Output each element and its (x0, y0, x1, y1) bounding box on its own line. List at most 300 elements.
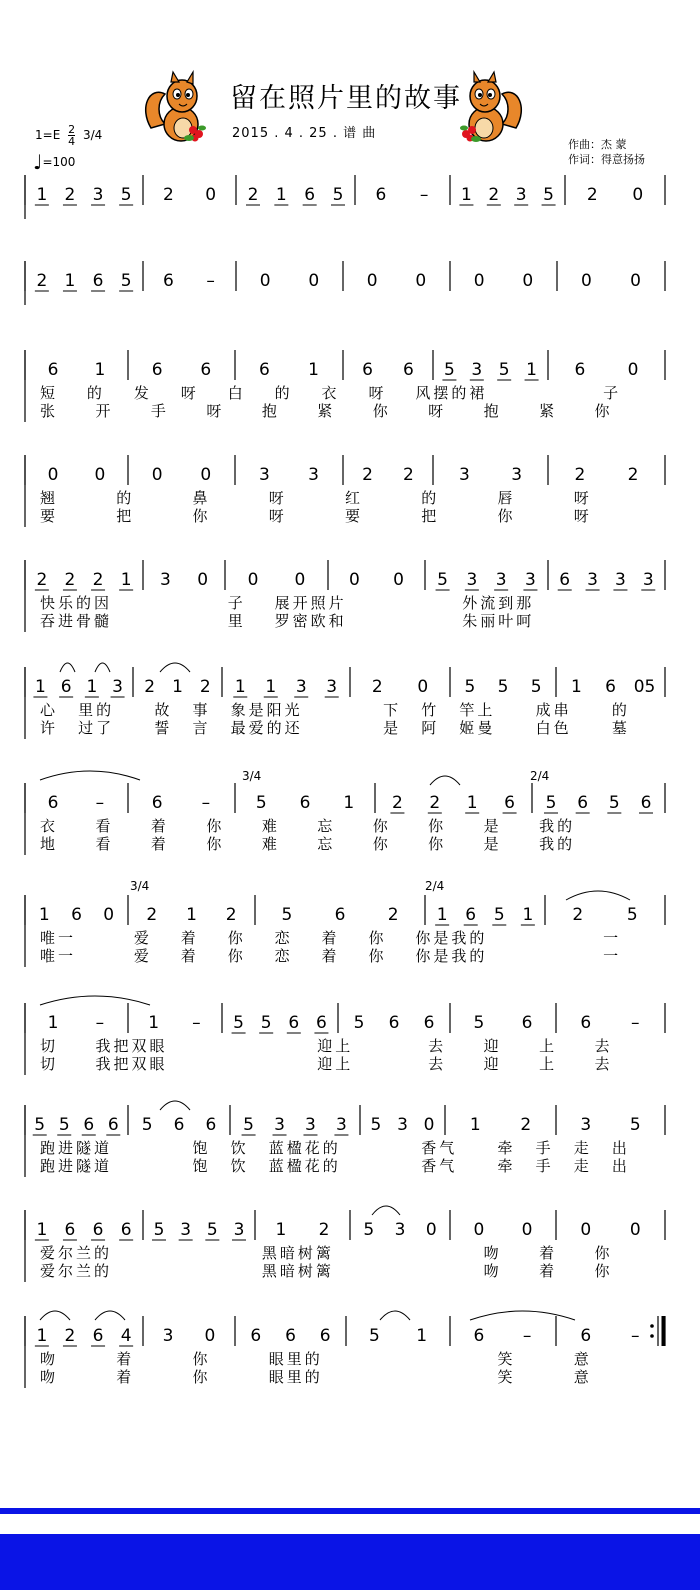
lyric: 誓 (154, 719, 173, 737)
lyric: 吻 (483, 1262, 502, 1280)
note: 6 (83, 1115, 95, 1135)
note: – (95, 1013, 105, 1033)
slur (372, 1206, 400, 1215)
lyric: 一 (603, 929, 622, 947)
note: 5 (530, 677, 542, 697)
note: 0 (627, 360, 639, 380)
note: – (419, 185, 429, 205)
note: 6 (334, 905, 346, 925)
note: 1 (308, 360, 319, 380)
lyric: 你是我的 (415, 947, 488, 965)
note: – (206, 271, 215, 291)
date-line: 2015 . 4 . 25 . 谱 曲 (232, 126, 377, 141)
note: 1 (94, 360, 106, 380)
note: 1 (36, 185, 48, 205)
note: 2 (92, 570, 104, 590)
note: 1 (234, 677, 246, 697)
note: 5 (34, 1115, 46, 1135)
lyric: 你 (368, 947, 387, 965)
song-title: 留在照片里的故事 (230, 83, 462, 114)
lyric: 着 (321, 929, 340, 947)
note: 0 (417, 677, 429, 697)
lyric: 要 (40, 507, 59, 525)
lyric: 你 (497, 507, 516, 525)
lyric: 红 (345, 489, 364, 507)
note: 6 (107, 1115, 119, 1135)
bottom-bar (0, 1508, 700, 1590)
note: 2 (64, 185, 76, 205)
lyric: 你 (227, 929, 246, 947)
lyric: 你 (192, 507, 211, 525)
note: 1 (120, 570, 132, 590)
note: 3 (495, 570, 507, 590)
lyric: 呀 (573, 489, 592, 507)
lyric: 黑暗树篱 (261, 1262, 334, 1280)
note: 2 (199, 677, 211, 697)
note: 6 (388, 1013, 400, 1033)
note: 0 (103, 905, 115, 925)
lyric: 着 (539, 1244, 558, 1262)
slur (95, 663, 110, 672)
note: 3 (92, 185, 104, 205)
lyric: 迎上 (317, 1037, 354, 1055)
note: 2 (162, 185, 174, 205)
lyric: 许 (40, 719, 59, 737)
lyric: 呀 (180, 384, 199, 402)
note: 0 (200, 465, 212, 485)
lyric: 罗密欧和 (274, 612, 347, 630)
lyric: 眼里的 (268, 1350, 323, 1368)
note: 6 (465, 905, 477, 925)
note: 1 (526, 360, 537, 380)
note: 3 (295, 677, 307, 697)
lyric: 短 (40, 384, 59, 402)
tempo-value: =100 (42, 155, 76, 169)
lyric: 呀 (573, 507, 592, 525)
lyric: 着 (150, 817, 169, 835)
note: 6 (580, 1013, 592, 1033)
note: 3 (511, 465, 523, 485)
lyric: 吻 (483, 1244, 502, 1262)
note: 1 (461, 185, 472, 205)
bottom-band (0, 1534, 700, 1590)
lyric: 的 (274, 384, 293, 402)
slur (95, 1311, 125, 1320)
note: – (631, 1013, 640, 1033)
note: 6 (120, 1220, 132, 1240)
lyric: 把 (421, 507, 440, 525)
lyric: 饱 (192, 1139, 211, 1157)
lyric: 开 (95, 402, 114, 420)
lyric: 黑暗树篱 (261, 1244, 334, 1262)
note: 5 (368, 1326, 380, 1346)
slur (40, 1311, 70, 1320)
note: 6 (288, 1013, 300, 1033)
note: 5 (498, 360, 510, 380)
note: 0 (205, 185, 217, 205)
note: 1 (436, 905, 448, 925)
time-change: 3/4 (130, 879, 150, 893)
lyric: 迎 (483, 1055, 502, 1073)
lyric: 香气 (421, 1157, 458, 1175)
note: 6 (316, 1013, 327, 1033)
alt-time-signature: 3/4 (82, 128, 103, 142)
note: 1 (466, 793, 478, 813)
lyric: 是 (383, 719, 402, 737)
lyric: 爱 (133, 947, 152, 965)
quarter-note-icon: ♩ (33, 150, 43, 174)
lyric: 风摆的裙 (415, 384, 488, 402)
note: 0 (423, 1115, 435, 1135)
note: 6 (151, 793, 163, 813)
lyric: 手 (150, 402, 169, 420)
note: 2 (627, 465, 639, 485)
note: 3 (159, 570, 171, 590)
note: 6 (521, 1013, 533, 1033)
lyric: 一 (603, 947, 622, 965)
note: 0 (473, 271, 485, 291)
lyric: 你 (594, 1244, 613, 1262)
lyric: 我把双眼 (95, 1055, 168, 1073)
note: 1 (172, 677, 183, 697)
note: 0 (581, 271, 592, 291)
note: 2 (392, 793, 403, 813)
note: 5 (120, 185, 132, 205)
lyric: 着 (150, 835, 169, 853)
note: 6 (319, 1326, 331, 1346)
note: 3 (274, 1115, 285, 1135)
note: 5 (437, 570, 448, 590)
lyric: 去 (428, 1055, 447, 1073)
note: 5 (608, 793, 620, 813)
lyric: 难 (261, 817, 280, 835)
note: 0 (629, 1220, 641, 1240)
note: 3 (259, 465, 270, 485)
lyric: 你 (368, 929, 387, 947)
lyric: 阿 (421, 719, 440, 737)
lyric: 爱尔兰的 (40, 1244, 113, 1262)
lyric: 你 (227, 947, 246, 965)
note: 3 (458, 465, 470, 485)
note: 6 (250, 1326, 262, 1346)
note: 6 (299, 793, 311, 813)
note: 6 (640, 793, 652, 813)
lyric: 呀 (368, 384, 387, 402)
lyric: 着 (180, 929, 199, 947)
slur (566, 891, 630, 900)
note: 5 (545, 793, 557, 813)
note: 6 (92, 1220, 104, 1240)
lyric: 子 (603, 384, 622, 402)
lyric: 唯一 (40, 947, 77, 965)
note: 5 (332, 185, 344, 205)
lyric: 要 (345, 507, 364, 525)
lyric: 紧 (317, 402, 336, 420)
lyric: 白 (227, 384, 246, 402)
lyric: 迎 (483, 1037, 502, 1055)
lyric: 难 (261, 835, 280, 853)
note: 3 (305, 1115, 316, 1135)
lyric: 紧 (539, 402, 558, 420)
lyric: 着 (321, 947, 340, 965)
lyric: 迎上 (317, 1055, 354, 1073)
slur (430, 776, 460, 785)
note: 5 (281, 905, 293, 925)
note: 5 (58, 1115, 70, 1135)
note: 3 (397, 1115, 408, 1135)
note: 3 (326, 677, 338, 697)
note: 0 (151, 465, 163, 485)
lyric: 鼻 (192, 489, 211, 507)
note: 1 (275, 1220, 287, 1240)
time-sig-denominator: 4 (68, 135, 76, 148)
lyric: 唯一 (40, 929, 77, 947)
lyric: 的 (86, 384, 105, 402)
note: 6 (151, 360, 163, 380)
slur (40, 771, 140, 780)
note: 6 (504, 793, 515, 813)
lyric: 我的 (539, 817, 576, 835)
lyric: 切 (40, 1037, 59, 1055)
note: 0 (630, 271, 641, 291)
lyric: 心 (40, 701, 59, 719)
note: 5 (464, 677, 476, 697)
lyric: 的 (611, 701, 630, 719)
note: 3 (162, 1326, 174, 1346)
lyric: 上 (539, 1055, 558, 1073)
lyric: 你 (428, 835, 447, 853)
slur (470, 1311, 575, 1320)
lyric: 子 (227, 594, 246, 612)
note: 6 (423, 1013, 435, 1033)
note: 3 (515, 185, 527, 205)
lyric: 你 (206, 817, 225, 835)
note: 5 (206, 1220, 218, 1240)
note: 2 (520, 1115, 532, 1135)
lyric: 吻 (40, 1350, 59, 1368)
slur (160, 1101, 190, 1110)
note: 5 (233, 1013, 244, 1033)
note: 3 (112, 677, 123, 697)
lyric: 跑进隧道 (40, 1139, 113, 1157)
lyric: 你是我的 (415, 929, 488, 947)
lyric: 展开照片 (274, 594, 347, 612)
lyric: 抱 (261, 402, 280, 420)
lyric: 跑进隧道 (40, 1157, 113, 1175)
lyric: 我把双眼 (95, 1037, 168, 1055)
note: 3 (580, 1115, 592, 1135)
note: 6 (304, 185, 316, 205)
note: 5 (153, 1220, 165, 1240)
note: 0 (366, 271, 378, 291)
note: 3 (471, 360, 483, 380)
note: 6 (71, 905, 82, 925)
note: 1 (265, 677, 277, 697)
note: 2 (362, 465, 373, 485)
lyric: 着 (539, 1262, 558, 1280)
lyric: 过了 (78, 719, 115, 737)
note: 6 (173, 1115, 185, 1135)
note: – (192, 1013, 201, 1033)
lyricist-credit: 作词：得意扬扬 (568, 153, 645, 166)
note: 6 (205, 1115, 217, 1135)
lyric: 地 (40, 835, 59, 853)
note: 1 (416, 1326, 428, 1346)
note: 0 (473, 1220, 485, 1240)
note: 6 (285, 1326, 296, 1346)
lyric: 着 (116, 1350, 135, 1368)
lyric: 出 (611, 1139, 630, 1157)
lyric: 张 (40, 402, 59, 420)
lyric: 你 (206, 835, 225, 853)
note: 0 (308, 271, 320, 291)
note: – (201, 793, 211, 813)
note: 1 (275, 185, 287, 205)
repeat-dot (650, 1324, 654, 1328)
note: 5 (243, 1115, 254, 1135)
lyric: 意 (573, 1350, 592, 1368)
note: 5 (141, 1115, 153, 1135)
note: 1 (47, 1013, 59, 1033)
note: 1 (186, 905, 197, 925)
lyric: 快乐的因 (40, 594, 113, 612)
note: 3 (525, 570, 536, 590)
note: 2 (64, 1326, 76, 1346)
lyric: 象是阳光 (230, 701, 303, 719)
lyric: 上 (539, 1037, 558, 1055)
note: 2 (146, 905, 158, 925)
time-change: 2/4 (530, 769, 550, 783)
lyric: 看 (95, 817, 114, 835)
lyric: 你 (594, 402, 613, 420)
note: 2 (429, 793, 441, 813)
note: 2 (247, 185, 259, 205)
time-sig-numerator: 2 (68, 123, 76, 136)
lyric: 竹 (421, 701, 440, 719)
lyric: 香气 (421, 1139, 458, 1157)
note: 2 (371, 677, 383, 697)
note: 0 (521, 1220, 533, 1240)
note: 0 (94, 465, 106, 485)
lyric: 爱尔兰的 (40, 1262, 113, 1280)
note: 6 (47, 360, 59, 380)
note: 0 (425, 1220, 437, 1240)
note: 2 (572, 905, 584, 925)
lyric: 你 (594, 1262, 613, 1280)
note: 3 (233, 1220, 245, 1240)
lyric: 饱 (192, 1157, 211, 1175)
lyric: 笑 (497, 1350, 516, 1368)
lyric: 唇 (497, 489, 516, 507)
note: 1 (36, 1326, 48, 1346)
note: 6 (473, 1326, 485, 1346)
lyric: 恋 (274, 929, 293, 947)
note: 2 (403, 465, 414, 485)
lyric: 你 (192, 1368, 211, 1386)
note: 1 (38, 905, 50, 925)
note: 5 (629, 1115, 641, 1135)
note: 2 (64, 570, 76, 590)
lyric: 翘 (40, 489, 59, 507)
lyric: 吞进骨髓 (40, 612, 113, 630)
note: 1 (522, 905, 534, 925)
lyric: 呀 (268, 489, 287, 507)
lyric: 爱 (133, 929, 152, 947)
note: 0 (522, 271, 534, 291)
lyric: 是 (483, 835, 502, 853)
note: 1 (36, 1220, 48, 1240)
lyric: 饮 (230, 1139, 249, 1157)
lyric: 蓝楹花的 (268, 1139, 341, 1157)
lyric: 姬曼 (459, 719, 496, 737)
note: 3 (642, 570, 654, 590)
lyric: 朱丽叶呵 (462, 612, 535, 630)
note: 1 (86, 677, 98, 697)
note: 0 (204, 1326, 216, 1346)
note: 2 (36, 570, 48, 590)
note: 5 (370, 1115, 382, 1135)
lyric: 发 (133, 384, 152, 402)
lyric: 言 (192, 719, 211, 737)
note: 2 (225, 905, 237, 925)
lyric: 切 (40, 1055, 59, 1073)
note: 6 (47, 793, 59, 813)
note: 2 (144, 677, 156, 697)
note: 5 (353, 1013, 365, 1033)
lyric: 呀 (206, 402, 225, 420)
note: – (631, 1326, 640, 1346)
key-label: 1=E (35, 128, 61, 142)
slur (60, 663, 75, 672)
lyric: 眼里的 (268, 1368, 323, 1386)
note: 5 (255, 793, 267, 813)
note: 6 (580, 1326, 592, 1346)
lyric: 你 (372, 402, 391, 420)
lyric: 里的 (78, 701, 115, 719)
lyric: 忘 (317, 817, 336, 835)
bottom-rule (0, 1508, 700, 1514)
note: 2 (574, 465, 586, 485)
repeat-dot (650, 1334, 654, 1338)
lyric: 牵 (497, 1139, 516, 1157)
slur (40, 996, 150, 1005)
note: 3 (180, 1220, 192, 1240)
note: 5 (444, 360, 455, 380)
note: 0 (393, 570, 404, 590)
note: 0 (47, 465, 59, 485)
lyric: 白色 (535, 719, 572, 737)
note: 5 (543, 185, 554, 205)
note: 4 (120, 1326, 132, 1346)
lyric: 的 (421, 489, 440, 507)
note: 6 (200, 360, 212, 380)
lyric: 你 (428, 817, 447, 835)
note: – (95, 793, 105, 813)
note: 2 (387, 905, 399, 925)
note: 3 (587, 570, 598, 590)
note: 5 (497, 677, 509, 697)
note: 6 (64, 1220, 76, 1240)
lyric: 里 (227, 612, 246, 630)
note: 6 (403, 360, 414, 380)
lyric: 着 (180, 947, 199, 965)
note: 0 (259, 271, 271, 291)
lyric: 抱 (483, 402, 502, 420)
lyric: 把 (116, 507, 135, 525)
note: 2 (586, 185, 598, 205)
note: 6 (162, 271, 174, 291)
lyric: 你 (372, 835, 391, 853)
